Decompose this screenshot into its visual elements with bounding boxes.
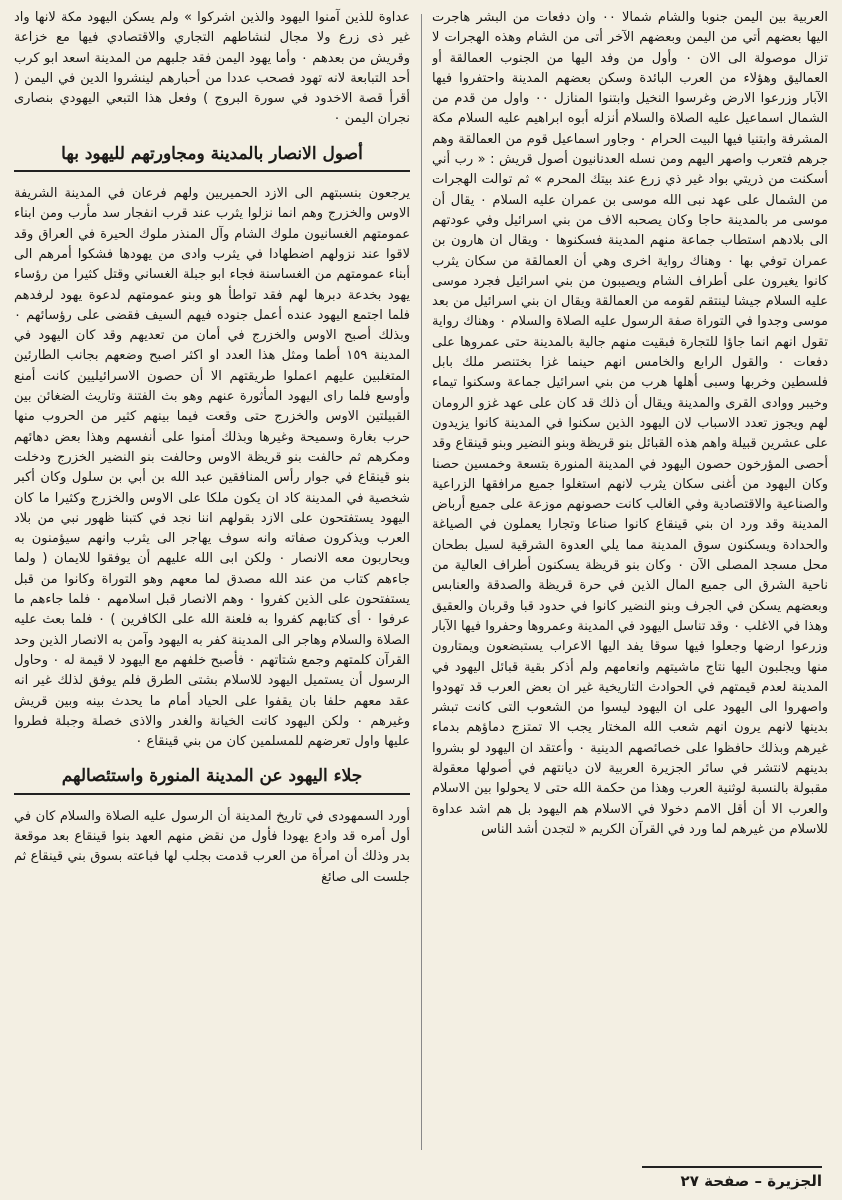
right-column bbox=[432, 8, 828, 1156]
section-heading-text: جلاء اليهود عن المدينة المنورة واستئصالهم bbox=[61, 766, 363, 787]
column-divider bbox=[421, 14, 422, 1150]
columns bbox=[14, 8, 828, 1156]
section-paragraph: أورد السمهودى في تاريخ المدينة أن الرسول عليه الصلاة والسلام كان في أول أمره قد وادع يهودا فأول من نقض منهم العهد بنوا قينقاع بعد موقعة بدر وذلك أن امرأة من العرب قدمت بجلب لها فباعته بسوق بني قينقاع ثم جلست الى صائغ bbox=[14, 808, 410, 885]
page-label: صفحة bbox=[704, 1172, 750, 1190]
page-footer bbox=[642, 1166, 822, 1190]
intro-paragraph: عداوة للذين آمنوا اليهود والذين اشركوا » ولم يسكن اليهود مكة لانها واد غير ذى زرع ولا مجال لنشاطهم التجاري والاقتصادي فيها مع خزاعة وقريش من بعدهم ٠ وأما يهود اليمن فقد جلبهم من المدينة اسعد ابو كرب أحد التبابعة لانه تهود فصحب عددا من أحبارهم لينشروا الدين في اليمن ( أقرأ قصة الاخدود في سورة البروج ) وفعل هذا التبعي اليهودي بنصارى نجران اليمن ٠ bbox=[14, 10, 410, 127]
section-heading-text: أصول الانصار بالمدينة ومجاورتهم لليهود بها bbox=[61, 143, 363, 164]
section-paragraph: يرجعون بنسبتهم الى الازد الحميريين ولهم فرعان في المدينة الشريفة الاوس والخزرج وهم انما نزلوا يثرب عند قرب انفجار سد مأرب ومن ابناء عمومتهم الغسانيون ملوك الشام وآل المنذر ملوك الحيرة في العراق وقد لاقوا عند نزولهم اضطهادا في يثرب وادى من يهودها فشكوا أمرهم الى أبناء عمومتهم من الغساسنة فجاء ابو جبلة الغساني وقتل كثيرا من رؤساء يهود بخدعة دبرها لهم فقد تواطأ هو وبنو عمومتهم لدعوة يهود لرفدهم فلما اجتمع اليهود عنده أعمل جنوده فيهم السيف فقضى على رؤسائهم ٠ وبذلك أصبح الاوس والخزرج في أمان من تعديهم وقد كان اليهود في المدينة ١٥٩ أطما ومثل هذا العدد او اكثر اصبح وضعهم بجانب الطارئين المتغلبين عليهم اعملوا طريقتهم الا أن حصون الاسرائيليين كانت أمنع وأوسع فلما راى اليهود المأثورة عنهم وهو بث الفتنة وتاريث الضغائن بين القبيلتين الاوس والخزرج حتى وقعت فيما بينهم كثير من الحروب منها حرب بغارة وسميحة وغيرها وبذلك أمنوا على أنفسهم وهذا بعض دهائهم ومكرهم ثم حالفت بنو قريظة الاوس وحالفت بنو النضير الخزرج ودخلت بنو قينقاع في جوار رأس المنافقين عبد الله بن أبي بن سلول وكان أكبر شخصية في المدينة كاد ان يكون ملكا على الاوس والخزرج وكثيرا ما كان اليهود يستفتحون على الازد بقولهم اننا نجد في كتبنا ظهور نبي من بلاد العرب ويذكرون صفاته وانه سوف يهاجر الى يثرب وانهم سيؤمنون به ويحاربون معه الانصار ٠ ولكن ابى الله عليهم أن يوفقوا للايمان ( ولما جاءهم كتاب من عند الله مصدق لما معهم وهو التوراة وكانوا من قبل يستفتحون على الذين كفروا ٠ وهم الانصار قبل اسلامهم ٠ فلما جاءهم ما عرفوا ٠ أى كتابهم كفروا به فلعنة الله على الكافرين ) ٠ فلما بعث عليه الصلاة والسلام وهاجر الى المدينة كفر به اليهود وآمن به الانصار الذين وحد القرآن كلمتهم وجمع شتاتهم ٠ فأصبح خلفهم مع اليهود لا قيمة له ٠ وحاول الرسول أن يستميل اليهود للاسلام بشتى الطرق فلم يوفق لذلك غير انه عقد معهم حلفا بان يقفوا على الحياد أمام ما يحدث بينه وبين قريش وغيرهم ٠ ولكن اليهود كانت الخيانة والغدر والاذى خصلة وجبلة فطروا عليها واول تعرضهم للمسلمين كان من بني قينقاع ٠ bbox=[14, 186, 410, 750]
body-paragraph: العربية بين اليمن جنوبا والشام شمالا ٠٠ وان دفعات من البشر هاجرت اليها بعضهم أتي من اليمن وبعضهم الآخر أتى من الشام وهذه الهجرات لا تزال موصولة الى الان ٠ وأول من وفد اليها من الجنوب العمالقة أو العماليق وهؤلاء من العرب البائدة وسكن بعضهم المدينة واحتفروا فيها الآبار وزرعوا الارض وغرسوا النخيل وابتنوا المنازل ٠٠ واول من قدم من الشمال اسماعيل عليه الصلاة والسلام أنزله أبوه ابراهيم عليه السلام مكة المشرفة وابتنيا فيها البيت الحرام ٠ وجاور اسماعيل قوم من العمالقة وهم جرهم فتعرب واصهر اليهم ومن نسله العدنانيون أصول قريش : « رب أني أسكنت من ذريتي بواد غير ذي زرع عند بيتك المحرم » ثم توالت الهجرات من الشمال على عهد نبى الله موسى بن عمران عليه السلام ٠ يقال أن موسى مر بالمدينة حاجا وكان يصحبه الاف من بني اسرائيل وفي عودتهم الى بلادهم استطاب جماعة منهم المدينة فسكنوها ٠ ويقال ان هارون بن عمران توفي بها ٠ وهناك رواية اخرى وهي أن العمالقة من سكان يثرب كانوا يغيرون على أطراف الشام ويصيبون من بني اسرائيل فجرد موسى عليه السلام جيشا لينتقم لقومه من العمالقة ويقال ان بني اسرائيل من بعد موسى وجدوا في التوراة صفة الرسول عليه الصلاة والسلام ٠ وهناك رواية تقول انهم انما جاؤا للتجارة فبقيت منهم جالية بالمدينة حتى عمروها على دفعات ٠ والقول الرابع والخامس انهم حينما غزا بختنصر ملك بابل فلسطين وخربها وسبى أهلها هرب من بني اسرائيل جماعة وسكنوا تيماء وخيبر ووادى القرى والمدينة ويقال أن ذلك قد كان على عهد غزو الرومان لهم ويجوز تعدد الاسباب لان اليهود الذين سكنوا في المدينة كانوا يزيدون على عشرين قبيلة واهم هذه القبائل بنو قريظة وبنو النضير وبنو قينقاع وقد أحصى المؤرخون حصون اليهود في المدينة المنورة بتسعة وخمسين حصنا وكان اليهود من أغنى سكان يثرب لانهم استغلوا جميع مرافقها الزراعية والصناعية والاقتصادية وفي الغالب كانت حصونهم موزعة على جميع أرباض المدينة وقد ورد ان بني قينقاع كانوا صناعا وتجارا يعملون في الصياغة والحدادة ويسكنون سوق المدينة مما يلي العدوة الشرقية لسيل بطحان محل مسجد المصلى الآن ٠ وكان بنو قريظة يسكنون أطراف العالية من ناحية الشرق الى جميع المال الذين في حرة قريظة والصدقة والعنابس وبعضهم يسكن في الجرف وبنو النضير كانوا في حدود قبا وقربان والعقيق وهذا في الاغلب ٠ وقد تناسل اليهود في المدينة وعمروها وحفروا فيها الآبار وزرعوا ارضها وجعلوا فيها سوقا يفد اليها الاعراب يستبضعون ويمتارون منها ويجلبون اليها نتاج ماشيتهم وانعامهم ولم أذكر بقية قبائل اليهود في المدينة لعدم قيمتهم في الحوادث التاريخية غير ان بعض العرب قد تهودوا واصهروا الى اليهود على ان اليهود ليسوا من الشعوب التى كانت تبشر بدينها لانهم يرون انهم شعب الله المختار يجب الا تمتزج دماؤهم بدماء غيرهم وبذلك حافظوا على خصائصهم الدينية ٠ وأعتقد ان اليهود لو بشروا بدينهم لانتشر في سائر الجزيرة العربية لان ديانتهم في أصولها معقولة مقبولة بالنسبة لوثنية العرب وهذا من حكمة الله حتى لا يحولوا بين الاسلام والعرب الا أن أقل الامم دخولا في الاسلام هم اليهود بل هم اشد عداوة للاسلام من غيرهم لما ورد في القرآن الكريم « لتجدن أشد الناس bbox=[432, 10, 828, 837]
footer-separator: – bbox=[754, 1172, 763, 1190]
left-column bbox=[14, 8, 410, 1156]
section-heading-exile bbox=[14, 766, 410, 794]
page-number: ٢٧ bbox=[680, 1172, 699, 1190]
publication-name: الجزيرة bbox=[767, 1172, 822, 1190]
section-heading-ansar bbox=[14, 144, 410, 172]
